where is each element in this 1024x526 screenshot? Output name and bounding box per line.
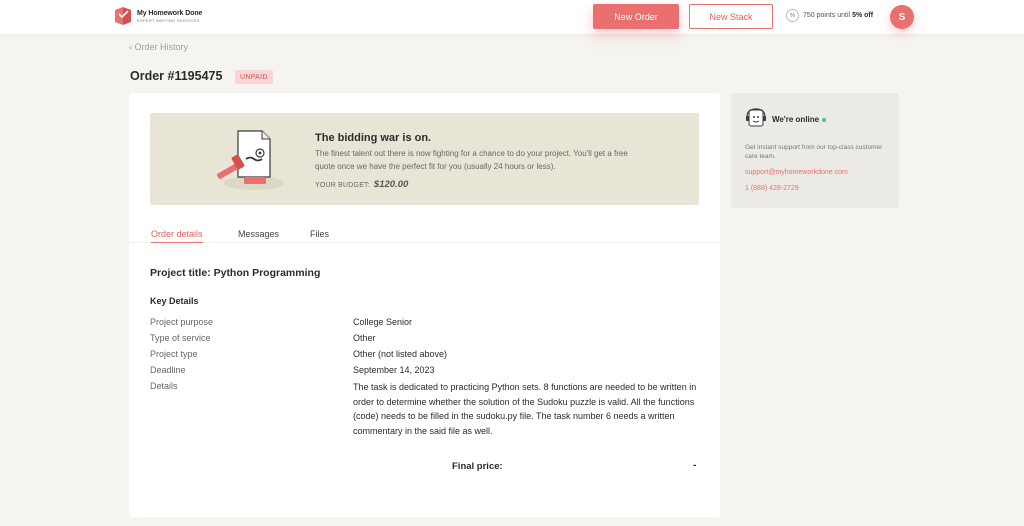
logo-name: My Homework Done	[137, 9, 203, 17]
breadcrumb-order-history[interactable]: ‹ Order History	[129, 42, 189, 52]
detail-label-deadline: Deadline	[150, 365, 186, 375]
tab-messages[interactable]: Messages	[238, 229, 280, 239]
detail-label-details: Details	[150, 381, 178, 391]
project-title: Project title: Python Programming	[150, 267, 321, 279]
support-email-link[interactable]: support@myhomeworkdone.com	[745, 169, 848, 176]
tab-files[interactable]: Files	[310, 229, 330, 239]
final-price-value: -	[693, 460, 697, 471]
detail-value-purpose: College Senior	[353, 317, 413, 327]
status-badge: UNPAID	[235, 70, 273, 84]
logo[interactable]	[113, 5, 202, 27]
percent-icon: %	[786, 9, 799, 22]
detail-value-project-type: Other (not listed above)	[353, 349, 448, 359]
detail-value-details: The task is dedicated to practicing Python sets. 8 functions are needed to be written in order to determine whether the solution of the Sudoku puzzle is valid. All the functions (code) needs to be filled in the sudoku.py file. The task number 6 needs a written commentary in the said file as well.	[353, 382, 697, 436]
online-status	[772, 115, 826, 124]
points-discount: 5% off	[852, 12, 874, 19]
detail-label-purpose: Project purpose	[150, 317, 214, 327]
budget	[315, 179, 408, 190]
detail-label-service: Type of service	[150, 333, 211, 343]
banner-text: The finest talent out there is now fighting for a chance to do your project. You'll get a free quote once we have the perfect fit for you (usually 24 hours or less).	[315, 149, 628, 171]
detail-label-project-type: Project type	[150, 349, 198, 359]
logo-book-icon	[113, 5, 133, 27]
page-title: Order #1195475	[130, 69, 223, 83]
support-text: Get instant support from our top-class customer care team.	[745, 144, 883, 160]
support-card	[731, 93, 899, 208]
order-card	[129, 93, 720, 517]
support-agent-icon	[745, 107, 767, 129]
new-order-button[interactable]: New Order	[593, 4, 679, 29]
support-phone-link[interactable]: 1 (888) 428-2729	[745, 185, 799, 192]
detail-value-service: Other	[353, 333, 376, 343]
bidding-banner	[150, 113, 699, 205]
budget-label: YOUR BUDGET:	[315, 182, 370, 189]
auction-illustration	[210, 127, 290, 193]
key-details-heading: Key Details	[150, 296, 199, 306]
top-bar	[0, 0, 1024, 34]
points-text: 750 points until	[803, 12, 851, 19]
banner-title: The bidding war is on.	[315, 132, 432, 144]
online-label: We're online	[772, 115, 820, 124]
points-progress[interactable]	[786, 9, 873, 22]
order-tabs	[129, 217, 720, 243]
final-price-label: Final price:	[452, 461, 503, 472]
budget-value: $120.00	[373, 179, 409, 190]
online-dot-icon	[822, 118, 826, 122]
tab-order-details[interactable]: Order details	[151, 229, 203, 243]
user-avatar[interactable]: S	[890, 5, 914, 29]
logo-tagline: EXPERT WRITING SERVICES	[137, 17, 200, 23]
new-stack-button[interactable]: New Stack	[689, 4, 773, 29]
detail-value-deadline: September 14, 2023	[353, 365, 435, 375]
